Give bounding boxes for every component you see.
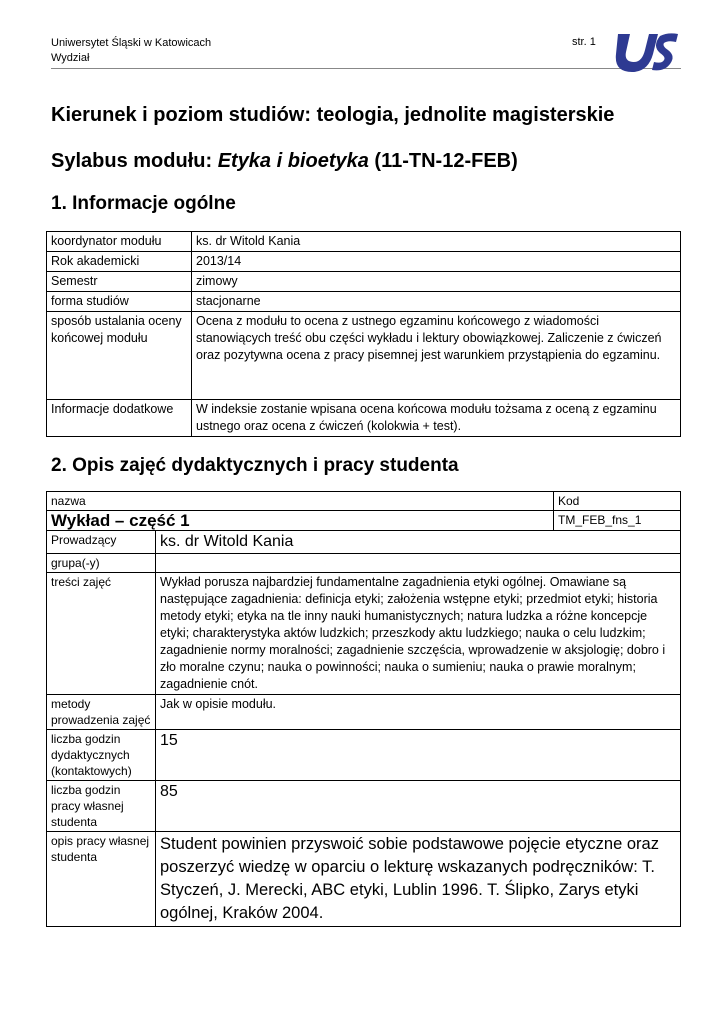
table-row [47,730,681,781]
self-hours-label: liczba godzin pracy własnej studenta [47,781,156,832]
student-work-label: opis pracy własnej studenta [47,832,156,927]
table-row [47,272,681,292]
info-key: Informacje dodatkowe [47,400,192,437]
table-row [47,312,681,400]
lecturer-label: Prowadzący [47,531,156,554]
course-code-label: Kod [554,492,681,511]
content-label: treści zajęć [47,573,156,695]
table-row [47,832,681,927]
info-value: 2013/14 [192,252,681,272]
syllabus-module-code: (11-TN-12-FEB) [368,150,518,172]
section-course-description-title: 2. Opis zajęć dydaktycznych i pracy studenta [51,455,459,476]
section-general-info-title: 1. Informacje ogólne [51,193,236,214]
group-label: grupa(-y) [47,554,156,573]
info-value: stacjonarne [192,292,681,312]
info-key: forma studiów [47,292,192,312]
syllabus-title [51,150,518,173]
contact-hours-label: liczba godzin dydaktycznych (kontaktowych) [47,730,156,781]
course-name-label: nazwa [47,492,554,511]
syllabus-module-name: Etyka i bioetyka [217,150,369,172]
info-value: Ocena z modułu to ocena z ustnego egzaminu końcowego z wiadomości stanowiących treść obu części wykładu i lektury obowiązkowej. Zaliczenie z ćwiczeń oraz pozytywna ocena z pracy pisemnej jest warunkiem przystąpienia do egzaminu. [192,312,681,400]
page-number: str. 1 [572,36,596,48]
logo-shape-u [616,34,658,72]
course-table [46,491,681,927]
info-key: Rok akademicki [47,252,192,272]
info-value: zimowy [192,272,681,292]
course-code: TM_FEB_fns_1 [554,511,681,531]
table-row [47,252,681,272]
info-value: W indeksie zostanie wpisana ocena końcowa modułu tożsama z oceną z egzaminu ustnego oraz ocena z ćwiczeń (kolokwia + test). [192,400,681,437]
table-row [47,492,681,511]
info-value: ks. dr Witold Kania [192,232,681,252]
lecturer-value: ks. dr Witold Kania [156,531,681,554]
methods-value: Jak w opisie modułu. [156,695,681,730]
department-name: Wydział [51,52,90,64]
info-key: Semestr [47,272,192,292]
group-value [156,554,681,573]
syllabus-title-prefix: Sylabus modułu: [51,150,218,172]
methods-label: metody prowadzenia zajęć [47,695,156,730]
self-hours-value: 85 [156,781,681,832]
content-value: Wykład porusza najbardziej fundamentalne zagadnienia etyki ogólnej. Omawiane są następujące zagadnienia: definicja etyki; założenia wstępne etyki; przedmiot etyki; historia metody etyki; etyka na tle inny nauki humanistycznych; natura ludzka a różne koncepcje etyki; charakterystyka aktów ludzkich; przeszkody aktu ludzkiego; nauka o celu ludzkim; zagadnienie normy moralności; zagadnienie szczęścia, wprowadzenie w aksjologię; dobro i zło moralne czynu; nauka o powinności; nauka o sumieniu; nauka o prawie moralnym; zagadnienie cnót. [156,573,681,695]
program-title: Kierunek i poziom studiów: teologia, jednolite magisterskie [51,104,615,126]
table-row [47,511,681,531]
info-key: sposób ustalania oceny końcowej modułu [47,312,192,400]
student-work-value: Student powinien przyswoić sobie podstawowe pojęcie etyczne oraz poszerzyć wiedzę w oparciu o lekturę wskazanych podręczników: T. Styczeń, J. Merecki, ABC etyki, Lublin 1996. T. Ślipko, Zarys etyki ogólnej, Kraków 2004. [156,832,681,927]
info-key: koordynator modułu [47,232,192,252]
general-info-table [46,231,681,437]
table-row [47,232,681,252]
table-row [47,573,681,695]
university-logo [612,30,682,74]
table-row [47,695,681,730]
table-row [47,781,681,832]
table-row [47,531,681,554]
university-name: Uniwersytet Śląski w Katowicach [51,37,212,49]
contact-hours-value: 15 [156,730,681,781]
table-row [47,554,681,573]
table-row [47,400,681,437]
table-row [47,292,681,312]
page-header [51,36,211,66]
course-name: Wykład – część 1 [47,511,554,531]
header-divider [51,68,681,69]
